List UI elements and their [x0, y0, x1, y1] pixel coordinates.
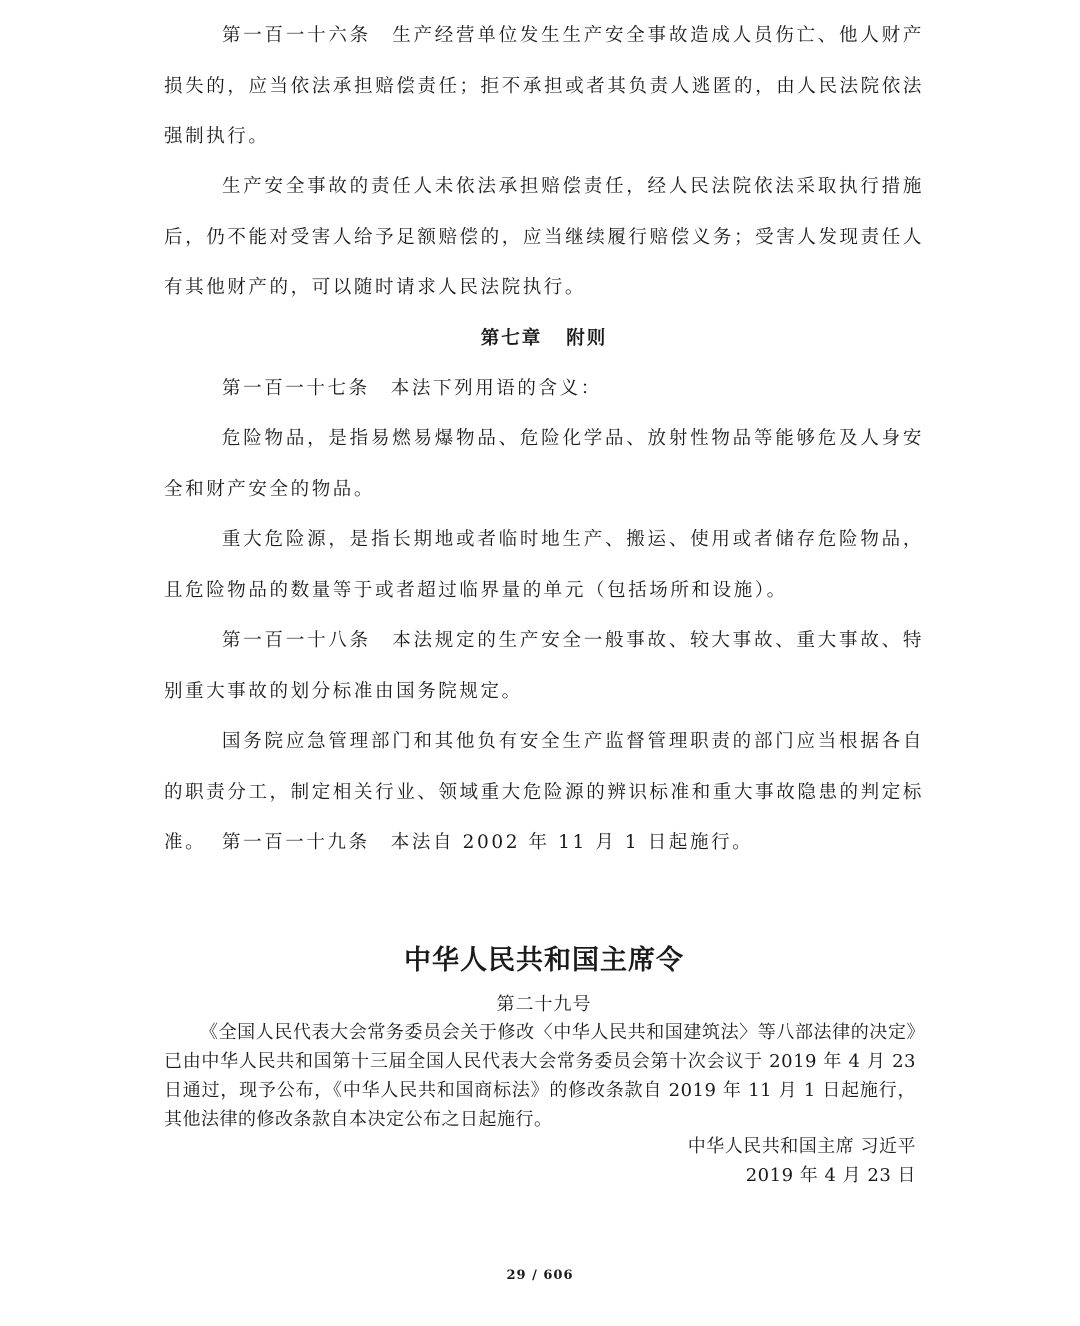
article-118-paragraph-2: 国务院应急管理部门和其他负有安全生产监督管理职责的部门应当根据各自的职责分工，制定相关行业、领域重大危险源的辨识标准和重大事故隐患的判定标准。 — [164, 731, 924, 853]
order-title: 中华人民共和国主席令 — [404, 945, 684, 976]
order-body: 《全国人民代表大会常务委员会关于修改〈中华人民共和国建筑法〉等八部法律的决定》已由中华人民共和国第十三届全国人民代表大会常务委员会第十次会议于 2019 年 4 月 23 日通过，现予公布，《中华人民共和国商标法》的修改条款自 2019 年 11 月 1 日起施行，其他法律的修改条款自本决定公布之日起施行。 — [164, 1022, 916, 1130]
article-116-paragraph-2: 生产安全事故的责任人未依法承担赔偿责任，经人民法院依法采取执行措施后，仍不能对受害人给予足额赔偿的，应当继续履行赔偿义务；受害人发现责任人有其他财产的，可以随时请求人民法院执行。 — [164, 176, 924, 298]
order-date: 2019 年 4 月 23 日 — [745, 1165, 916, 1186]
chapter-label: 第七章 — [480, 328, 543, 349]
chapter-name: 附则 — [566, 328, 608, 349]
article-116-paragraph-1: 第一百一十六条 生产经营单位发生生产安全事故造成人员伤亡、他人财产损失的，应当依法承担赔偿责任；拒不承担或者其负责人逃匿的，由人民法院依法强制执行。 — [164, 25, 924, 147]
article-117-paragraph-2: 危险物品，是指易燃易爆物品、危险化学品、放射性物品等能够危及人身安全和财产安全的物品。 — [164, 428, 924, 500]
article-119-paragraph-1: 第一百一十九条 本法自 2002 年 11 月 1 日起施行。 — [222, 832, 754, 853]
page-indicator: 29 / 606 — [506, 1268, 574, 1283]
order-signer: 中华人民共和国主席 习近平 — [687, 1136, 916, 1157]
chapter-heading — [164, 324, 924, 354]
article-117-paragraph-1: 第一百一十七条 本法下列用语的含义： — [222, 378, 602, 399]
order-number: 第二十九号 — [496, 994, 592, 1015]
article-118-paragraph-1: 第一百一十八条 本法规定的生产安全一般事故、较大事故、重大事故、特别重大事故的划分标准由国务院规定。 — [164, 630, 924, 702]
article-117-paragraph-3: 重大危险源，是指长期地或者临时地生产、搬运、使用或者储存危险物品，且危险物品的数量等于或者超过临界量的单元（包括场所和设施）。 — [164, 529, 924, 601]
